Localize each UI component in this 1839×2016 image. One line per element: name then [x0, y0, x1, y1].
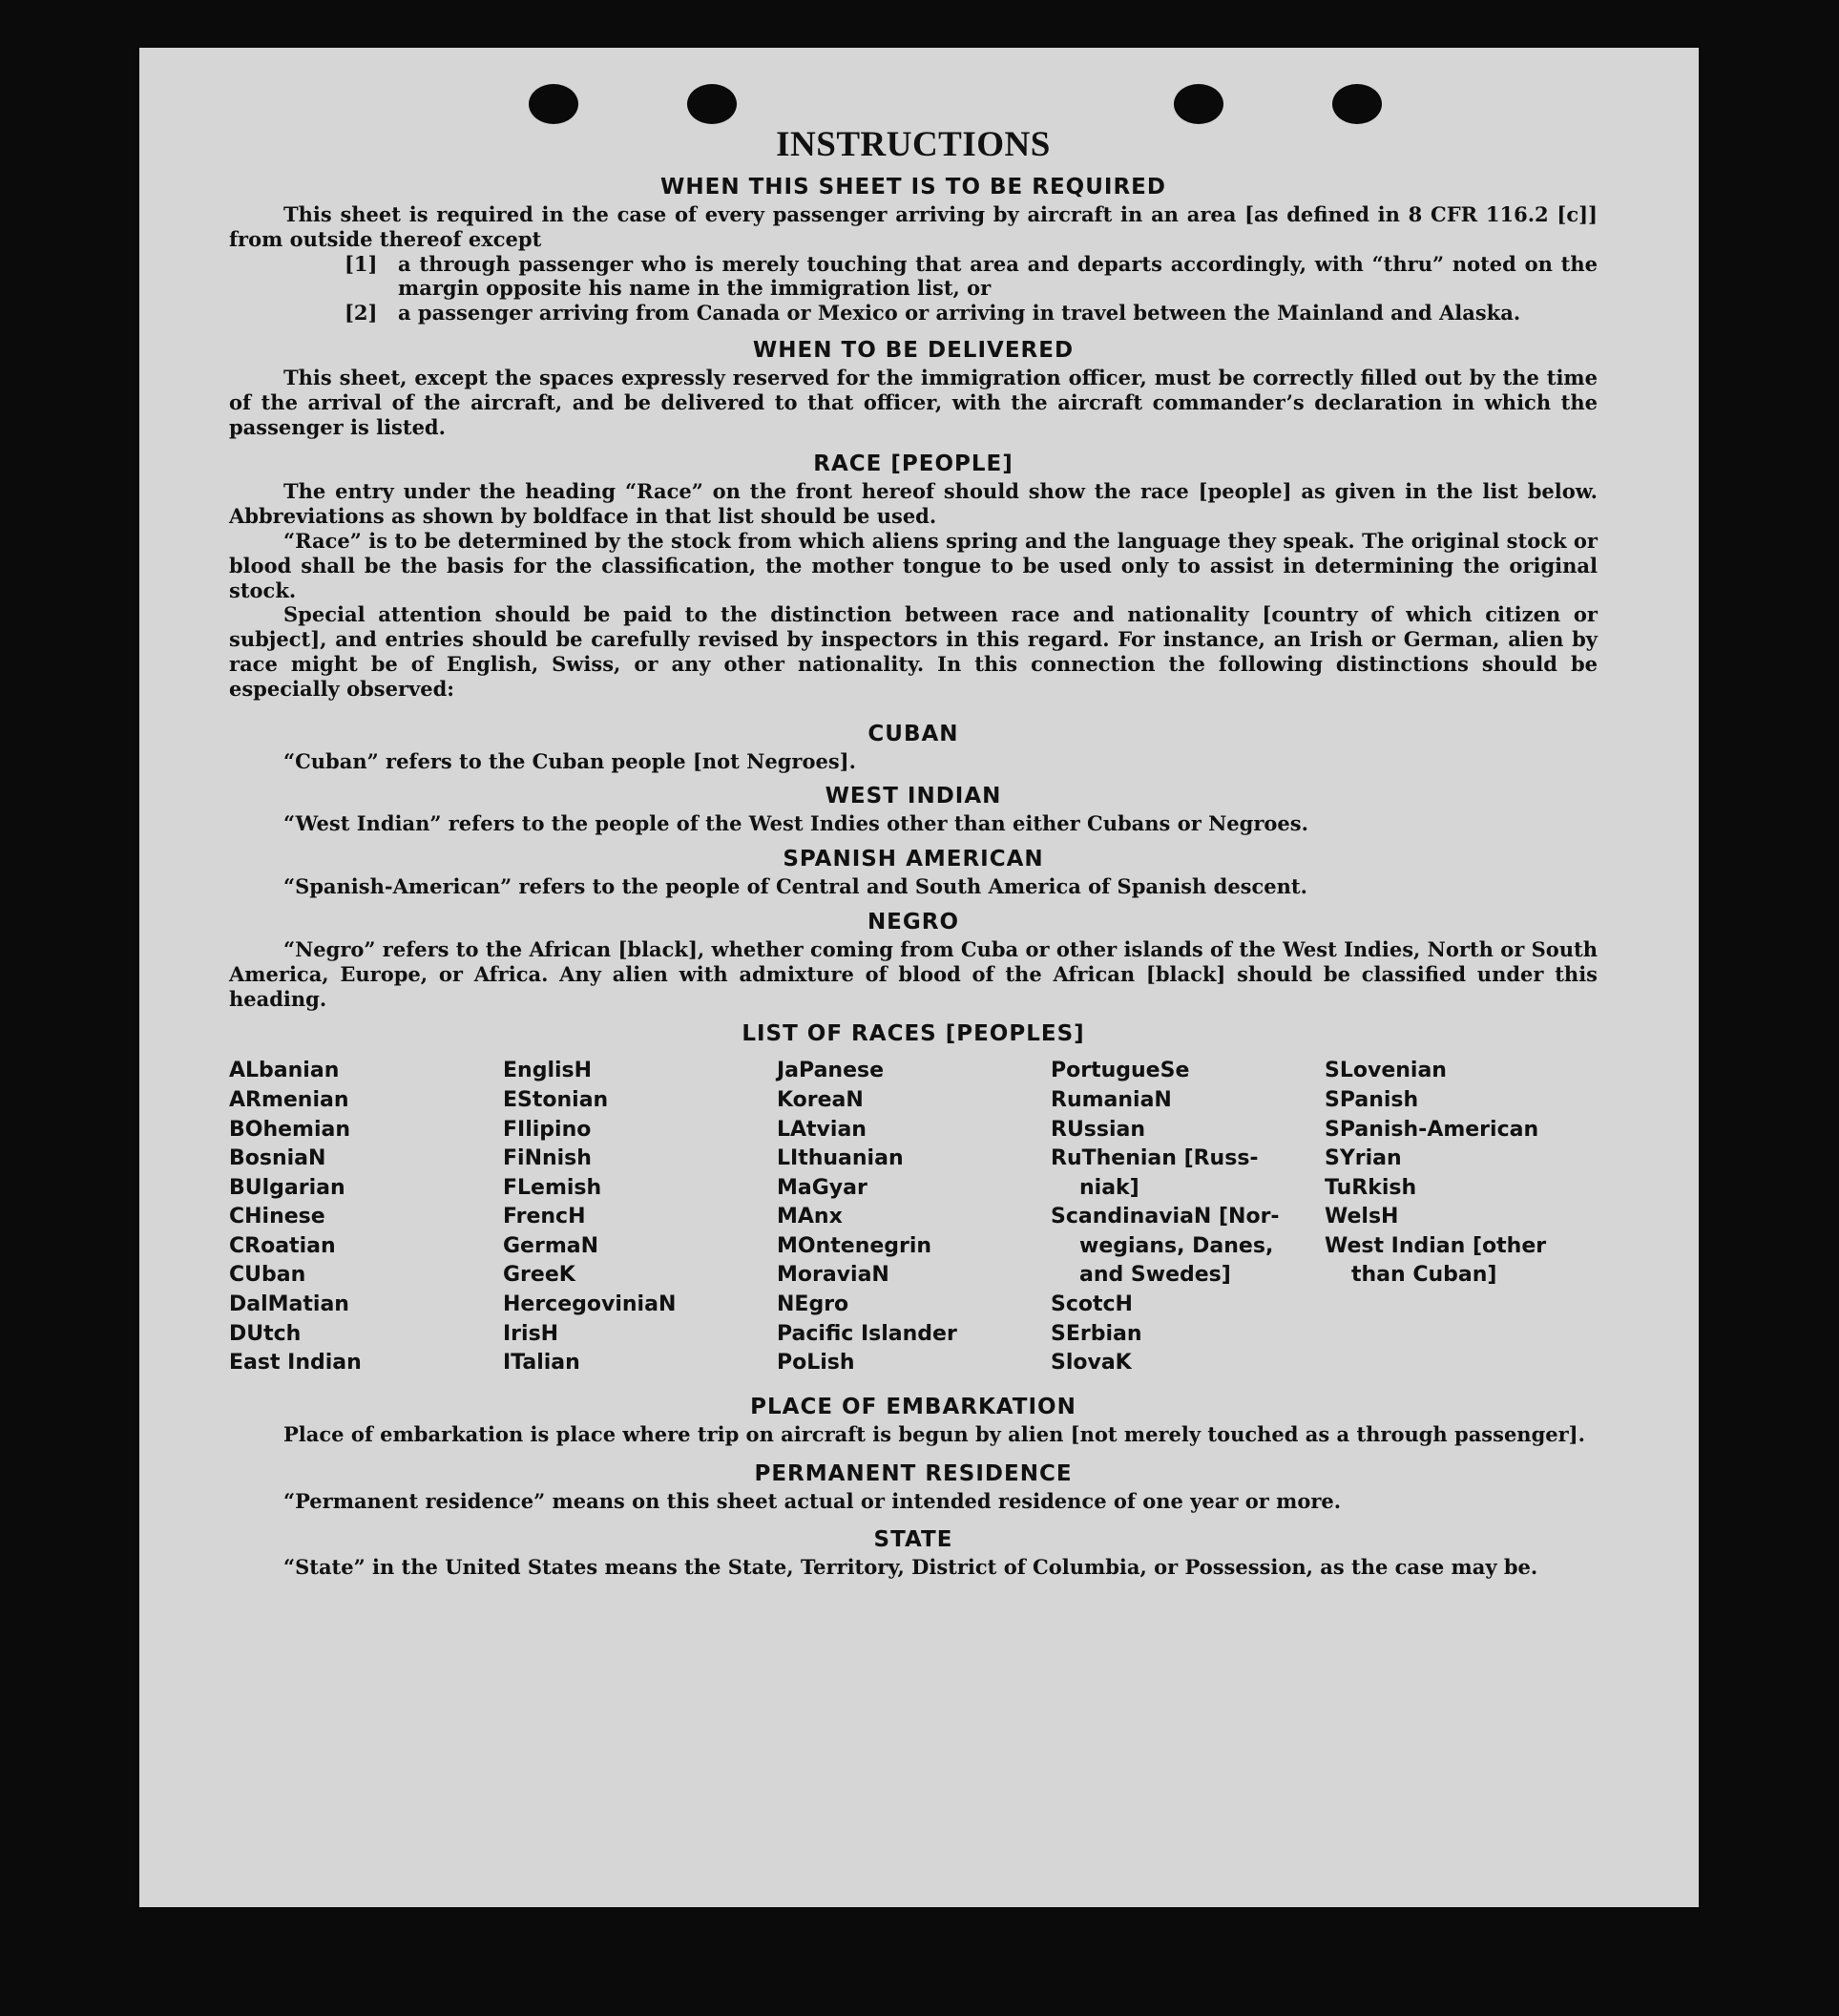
section-heading-when-delivered: WHEN TO BE DELIVERED: [752, 337, 1075, 363]
section-heading-permanent-residence: PERMANENT RESIDENCE: [754, 1460, 1073, 1486]
exception-number: [1]: [345, 251, 378, 276]
race-item-continuation: wegians, Danes,: [1079, 1233, 1274, 1258]
race-item: SLovenian: [1325, 1059, 1447, 1083]
race-item: East Indian: [229, 1351, 362, 1376]
punch-hole: [687, 84, 737, 124]
race-column-3: [777, 1057, 1051, 1378]
race-item: RuThenian [Russ-: [1051, 1146, 1259, 1171]
punch-hole: [1174, 84, 1223, 124]
embarkation-text: Place of embarkation is place where trip on aircraft is begun by alien [not merely touched as a through passenger].: [283, 1421, 1585, 1446]
race-item: KoreaN: [777, 1087, 864, 1112]
race-item: FiNnish: [503, 1146, 592, 1171]
exception-number: [2]: [345, 301, 378, 326]
section-heading-when-required: WHEN THIS SHEET IS TO BE REQUIRED: [660, 175, 1166, 200]
west-indian-text: “West Indian” refers to the people of the West Indies other than either Cubans or Negroes.: [283, 811, 1308, 836]
race-paragraph: Special attention should be paid to the distinction between race and nationality [country of which citizen or subject], and entries should be carefully revised by inspectors in this regard. For instance, an Irish or German, alien by race might be of English, Swiss, or any other nationality. In this connection the following distinctions should be especially observed:: [229, 602, 1598, 701]
residence-text: “Permanent residence” means on this sheet actual or intended residence of one year or more.: [283, 1488, 1342, 1513]
race-item: WelsH: [1325, 1205, 1399, 1229]
race-item: PortugueSe: [1051, 1059, 1190, 1083]
race-item-continuation: than Cuban]: [1351, 1263, 1497, 1288]
race-item: NEgro: [777, 1292, 849, 1317]
race-item: SPanish: [1325, 1087, 1419, 1112]
race-item: GreeK: [503, 1263, 575, 1288]
race-column-1: [229, 1057, 503, 1378]
race-item: SErbian: [1051, 1321, 1142, 1346]
exception-item: [229, 301, 1598, 326]
instructions-body: [229, 124, 1598, 1580]
race-item: RUssian: [1051, 1117, 1146, 1142]
race-paragraph: “Race” is to be determined by the stock from which aliens spring and the language they speak. The original stock or blood shall be the basis for the classification, the mother tongue to be used only to assist in determining the original stock.: [229, 528, 1598, 602]
section-heading-list-of-races: LIST OF RACES [PEOPLES]: [742, 1021, 1085, 1047]
race-item: PoLish: [777, 1351, 855, 1376]
race-item: DUtch: [229, 1321, 302, 1346]
race-item: IrisH: [503, 1321, 559, 1346]
race-item: DalMatian: [229, 1292, 349, 1317]
race-item: BUlgarian: [229, 1175, 345, 1200]
race-item: ScotcH: [1051, 1292, 1133, 1317]
race-paragraph: The entry under the heading “Race” on the front hereof should show the race [people] as given in the list below. Abbreviations as shown by boldface in that list should be used.: [229, 479, 1598, 529]
race-item: GermaN: [503, 1233, 599, 1258]
cuban-text: “Cuban” refers to the Cuban people [not Negroes].: [283, 748, 856, 773]
race-item: JaPanese: [777, 1059, 885, 1083]
race-item: LIthuanian: [777, 1146, 904, 1171]
race-item: MoraviaN: [777, 1263, 889, 1288]
race-column-2: [503, 1057, 777, 1378]
spanish-american-text: “Spanish-American” refers to the people of Central and South America of Spanish descent.: [283, 874, 1307, 899]
race-item: SlovaK: [1051, 1351, 1132, 1376]
race-column-4: [1051, 1057, 1325, 1378]
race-item: CUban: [229, 1263, 306, 1288]
section-heading-state: STATE: [873, 1527, 953, 1553]
exception-text: a passenger arriving from Canada or Mexico or arriving in travel between the Mainland and Alaska.: [398, 301, 1521, 326]
section-heading-negro: NEGRO: [867, 909, 960, 934]
section-heading-spanish-american: SPANISH AMERICAN: [783, 847, 1044, 872]
exception-text: a through passenger who is merely touching that area and departs accordingly, with “thru” noted on the margin opposite his name in the immigration list, or: [398, 251, 1598, 301]
race-item: CRoatian: [229, 1233, 336, 1258]
punch-hole: [529, 84, 578, 124]
race-item: CHinese: [229, 1205, 325, 1229]
section-heading-west-indian: WEST INDIAN: [825, 784, 1002, 809]
negro-text: “Negro” refers to the African [black], whether coming from Cuba or other islands of the West Indies, North or South America, Europe, or Africa. Any alien with admixture of blood of the African [black] should be classified under this heading.: [229, 936, 1598, 1011]
when-delivered-text: This sheet, except the spaces expressly reserved for the immigration officer, must be correctly filled out by the time of the arrival of the aircraft, and be delivered to that officer, with the aircraft commander’s declaration in which the passenger is listed.: [229, 365, 1598, 439]
race-item: ARmenian: [229, 1087, 349, 1112]
exception-item: [229, 252, 1598, 302]
race-item: ALbanian: [229, 1059, 340, 1083]
punch-hole: [1332, 84, 1382, 124]
race-item: MAnx: [777, 1205, 843, 1229]
section-heading-embarkation: PLACE OF EMBARKATION: [750, 1394, 1076, 1419]
race-item: MaGyar: [777, 1175, 867, 1200]
race-item: BosniaN: [229, 1146, 326, 1171]
race-column-5: [1325, 1057, 1598, 1378]
race-item-continuation: and Swedes]: [1079, 1263, 1231, 1288]
race-list: [229, 1057, 1598, 1378]
race-item: RumaniaN: [1051, 1087, 1172, 1112]
race-item: MOntenegrin: [777, 1233, 932, 1258]
race-item: EStonian: [503, 1087, 609, 1112]
race-item: West Indian [other: [1325, 1233, 1547, 1258]
section-heading-race: RACE [PEOPLE]: [813, 452, 1014, 477]
race-item-continuation: niak]: [1079, 1175, 1139, 1200]
race-item: EnglisH: [503, 1059, 593, 1083]
page-title: INSTRUCTIONS: [776, 125, 1051, 164]
race-item: BOhemian: [229, 1117, 351, 1142]
race-item: ScandinaviaN [Nor-: [1051, 1205, 1280, 1229]
document-sheet: [139, 48, 1699, 1907]
race-item: FLemish: [503, 1175, 602, 1200]
race-item: HercegoviniaN: [503, 1292, 677, 1317]
race-item: FrencH: [503, 1205, 586, 1229]
race-item: TuRkish: [1325, 1175, 1417, 1200]
race-item: Pacific Islander: [777, 1321, 957, 1346]
race-item: ITalian: [503, 1351, 580, 1376]
section-heading-cuban: CUBAN: [867, 721, 959, 746]
state-text: “State” in the United States means the State, Territory, District of Columbia, or Possession, as the case may be.: [283, 1555, 1538, 1580]
when-required-intro: This sheet is required in the case of every passenger arriving by aircraft in an area [as defined in 8 CFR 116.2 [c]] from outside thereof except: [229, 202, 1598, 251]
race-item: FIlipino: [503, 1117, 592, 1142]
race-item: SYrian: [1325, 1146, 1402, 1171]
race-item: SPanish-American: [1325, 1117, 1539, 1142]
race-item: LAtvian: [777, 1117, 867, 1142]
